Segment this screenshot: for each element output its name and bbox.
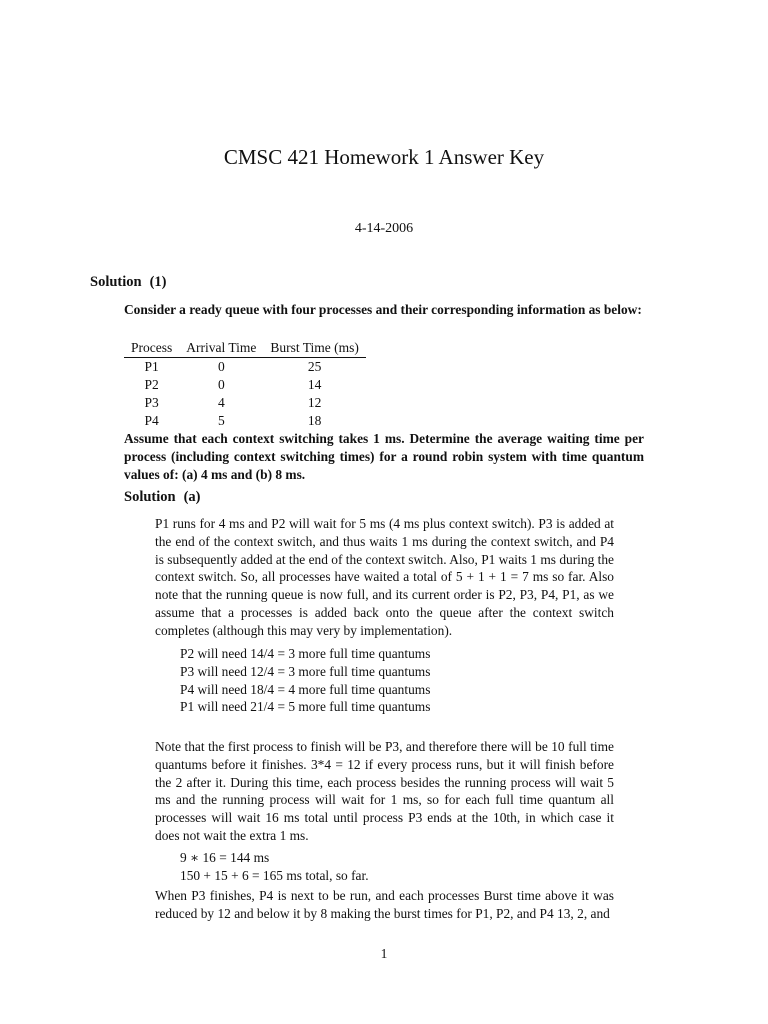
table-cell: 0 (217, 377, 225, 392)
table-cell: P1 (144, 359, 159, 374)
list-item: P3 will need 12/4 = 3 more full time quantums (180, 663, 431, 679)
column-header-burst-time: Burst Time (ms) (263, 339, 366, 358)
document-date: 4-14-2006 (354, 221, 414, 236)
table-row (124, 394, 366, 412)
table-cell: P4 (144, 413, 159, 428)
document-title: CMSC 421 Homework 1 Answer Key (223, 145, 545, 169)
table-cell: 0 (217, 359, 225, 374)
table-cell: 18 (307, 413, 322, 428)
solution-1-heading (90, 272, 167, 292)
table-row (124, 358, 366, 377)
math-line: 9 ∗ 16 = 144 ms (180, 850, 270, 865)
solution-number: (1) (149, 274, 167, 290)
table-cell: 4 (217, 395, 225, 410)
question-text: Consider a ready queue with four processes and their corresponding information as below: (124, 302, 642, 317)
table-header-row (124, 339, 366, 358)
solution-label: Solution (90, 274, 142, 290)
assumption-text: Assume that each context switching takes 1 ms. Determine the average waiting time per process (including context switching times) for a round robin system with time quantum values of: (a) 4 ms and (b) 8 ms. (124, 431, 644, 482)
solution-number: (a) (183, 489, 201, 505)
list-item: P1 will need 21/4 = 5 more full time quantums (180, 699, 431, 715)
column-header-process: Process (124, 339, 179, 358)
math-line: 150 + 15 + 6 = 165 ms total, so far. (180, 867, 369, 883)
paragraph-3: When P3 finishes, P4 is next to be run, and each processes Burst time above it was reduced by 12 and below it by 8 making the burst times for P1, P2, and P4 13, 2, and (155, 888, 614, 921)
list-item: P4 will need 18/4 = 4 more full time quantums (180, 681, 431, 697)
table-cell: 25 (307, 359, 322, 374)
table-cell: P3 (144, 395, 159, 410)
table-cell: 14 (307, 377, 322, 392)
solution-label: Solution (124, 489, 176, 505)
table-cell: P2 (144, 377, 159, 392)
process-table (124, 339, 366, 430)
table-cell: 12 (307, 395, 322, 410)
paragraph-2: Note that the first process to finish will be P3, and therefore there will be 10 full time quantums before it finishes. 3*4 = 12 if every process runs, but it will finish before the 2 after it. During this time, each process besides the running process will wait 5 ms and the running process will wait for 1 ms, so for each full time quantum all processes will wait 16 ms total until process P3 ends at the 10th, in which case it does not wait the extra 1 ms. (155, 739, 614, 843)
table-row (124, 412, 366, 430)
quantum-list (180, 645, 430, 716)
math-block (180, 849, 369, 885)
paragraph-1: P1 runs for 4 ms and P2 will wait for 5 ms (4 ms plus context switch). P3 is added at the end of the context switch, and thus waits 1 ms during the context switch, and P4 is subsequently added at the end of the context switch. Also, P1 waits 1 ms during the context switch. So, all processes have waited a total of 5 + 1 + 1 = 7 ms so far. Also note that the running queue is now full, and its current order is P2, P3, P4, P1, as we assume that a processes is added back onto the queue after the context switch completes (although this may very by implementation). (155, 516, 614, 638)
table-cell: 5 (217, 413, 225, 428)
list-item: P2 will need 14/4 = 3 more full time quantums (180, 646, 431, 661)
solution-a-heading (124, 487, 201, 507)
page-number: 1 (380, 946, 388, 961)
table-row (124, 376, 366, 394)
column-header-arrival-time: Arrival Time (179, 339, 263, 358)
